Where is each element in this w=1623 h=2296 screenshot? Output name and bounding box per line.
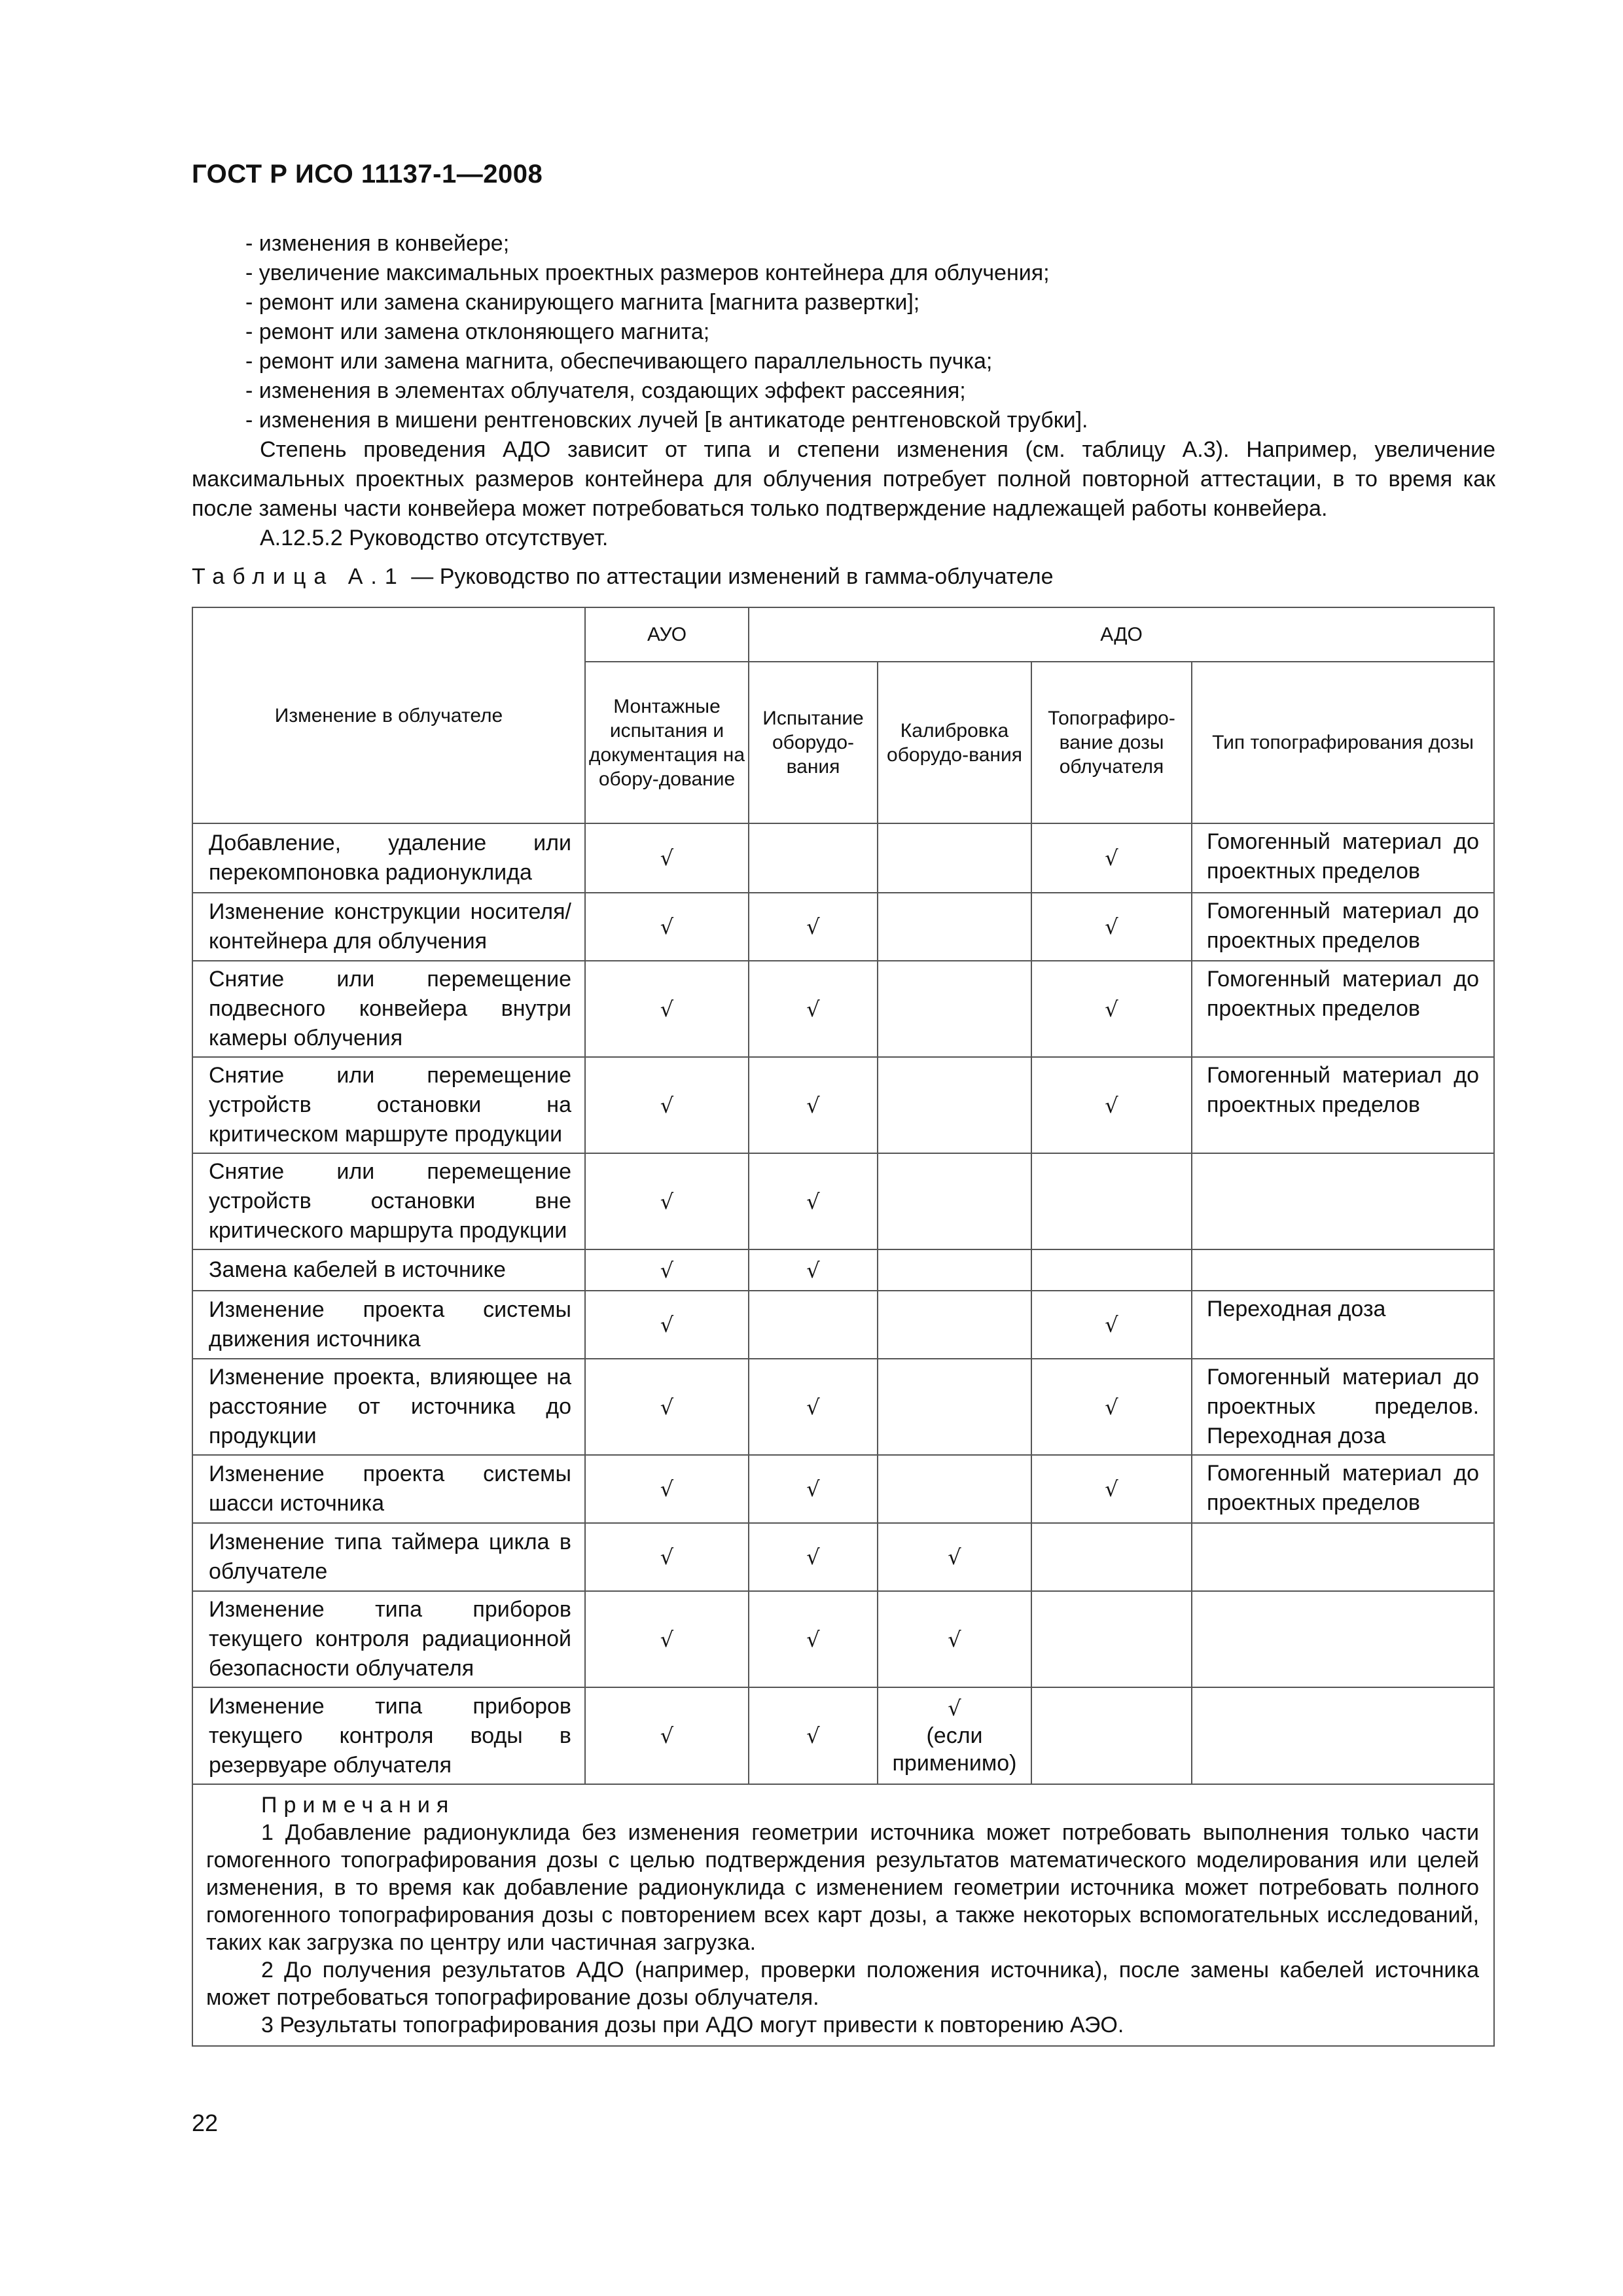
mapping-type-cell xyxy=(1192,1591,1494,1687)
check-mark xyxy=(1031,1591,1192,1687)
table-row xyxy=(192,823,1494,893)
table-row xyxy=(192,961,1494,1057)
conditional-note: (если применимо) xyxy=(892,1723,1017,1776)
header-ayo: АУО xyxy=(585,607,749,662)
check-mark: √ xyxy=(749,1359,878,1455)
check-mark xyxy=(1031,1523,1192,1591)
row-label: Изменение типа приборов текущего контроля воды в резервуаре облучателя xyxy=(192,1687,585,1784)
check-mark: √ xyxy=(585,1591,749,1687)
list-item: - изменения в конвейере; xyxy=(245,231,510,256)
change-qualification-table xyxy=(192,607,1495,2047)
check-mark: √ xyxy=(585,823,749,893)
check-mark: √ xyxy=(749,1687,878,1784)
list-item: - ремонт или замена магнита, обеспечивающего параллельность пучка; xyxy=(245,349,993,374)
row-label: Изменение типа приборов текущего контроля радиационной безопасности облучателя xyxy=(192,1591,585,1687)
check-mark: √ xyxy=(585,1153,749,1249)
header-change: Изменение в облучателе xyxy=(192,607,585,823)
check-mark xyxy=(878,1291,1031,1359)
check-mark: √ xyxy=(585,1455,749,1523)
table-row xyxy=(192,1291,1494,1359)
check-mark: √ xyxy=(585,893,749,961)
note-item: 3 Результаты топографирования дозы при АДО могут привести к повторению АЭО. xyxy=(261,2013,1124,2037)
check-mark: √ xyxy=(878,1591,1031,1687)
row-label: Замена кабелей в источнике xyxy=(192,1249,585,1291)
check-mark: √ xyxy=(948,1696,961,1721)
check-mark: √ xyxy=(1031,1057,1192,1153)
notes-row xyxy=(192,1784,1494,2046)
table-row xyxy=(192,1523,1494,1591)
check-mark xyxy=(878,893,1031,961)
paragraph: Степень проведения АДО зависит от типа и степени изменения (см. таблицу А.3). Например, увеличение максимальных проектных размеров контейнера для облучения потребует полной повторной аттестации, в то время как после замены части конвейера может потребоваться только подтверждение надлежащей работы конвейера. xyxy=(192,437,1495,521)
check-mark: √ xyxy=(749,961,878,1057)
check-mark: √ xyxy=(749,1249,878,1291)
check-mark: √ xyxy=(585,1359,749,1455)
list-item: - увеличение максимальных проектных размеров контейнера для облучения; xyxy=(245,260,1050,285)
row-label: Изменение проекта системы шасси источника xyxy=(192,1455,585,1523)
header-ado: АДО xyxy=(749,607,1494,662)
check-mark: √ xyxy=(749,893,878,961)
header-calibration: Калибровка оборудо-вания xyxy=(878,662,1031,823)
row-label: Изменение типа таймера цикла в облучателе xyxy=(192,1523,585,1591)
row-label: Снятие или перемещение устройств остановки на критическом маршруте продукции xyxy=(192,1057,585,1153)
check-mark: √ xyxy=(1031,1359,1192,1455)
check-mark xyxy=(1031,1249,1192,1291)
check-mark: √ xyxy=(749,1455,878,1523)
check-mark xyxy=(878,1359,1031,1455)
table-row xyxy=(192,1057,1494,1153)
page-number: 22 xyxy=(192,2109,219,2136)
check-mark: √ xyxy=(749,1523,878,1591)
check-mark xyxy=(1031,1153,1192,1249)
mapping-type-cell xyxy=(1192,1249,1494,1291)
check-mark: √ xyxy=(749,1153,878,1249)
check-mark: √ xyxy=(1031,1455,1192,1523)
check-mark: √ xyxy=(749,1057,878,1153)
mapping-type-cell: Переходная доза xyxy=(1192,1291,1494,1359)
subclause: А.12.5.2 Руководство отсутствует. xyxy=(260,526,609,550)
check-mark: √ xyxy=(585,1687,749,1784)
header-installation: Монтажные испытания и документация на обору-дование xyxy=(585,662,749,823)
check-mark: √ xyxy=(1031,1291,1192,1359)
check-mark xyxy=(749,1291,878,1359)
check-mark xyxy=(1031,1687,1192,1784)
list-item: - ремонт или замена сканирующего магнита [магнита развертки]; xyxy=(245,290,920,315)
row-label: Снятие или перемещение устройств остановки вне критического маршрута продукции xyxy=(192,1153,585,1249)
row-label: Добавление, удаление или перекомпоновка радионуклида xyxy=(192,823,585,893)
list-item: - изменения в элементах облучателя, создающих эффект рассеяния; xyxy=(245,378,966,403)
row-label: Изменение конструкции носителя/контейнера для облучения xyxy=(192,893,585,961)
table-row xyxy=(192,1359,1494,1455)
mapping-type-cell xyxy=(1192,1523,1494,1591)
check-mark xyxy=(878,1057,1031,1153)
table-row xyxy=(192,1591,1494,1687)
check-mark xyxy=(878,1249,1031,1291)
mapping-type-cell xyxy=(1192,1687,1494,1784)
table-row xyxy=(192,893,1494,961)
table-row xyxy=(192,1249,1494,1291)
check-mark xyxy=(878,1153,1031,1249)
header-testing: Испытание оборудо-вания xyxy=(749,662,878,823)
table-caption-label: Таблица А.1 xyxy=(192,564,405,589)
check-mark: √ xyxy=(749,1591,878,1687)
mapping-type-cell: Гомогенный материал до проектных пределов xyxy=(1192,893,1494,961)
row-label: Изменение проекта системы движения источника xyxy=(192,1291,585,1359)
list-item: - ремонт или замена отклоняющего магнита; xyxy=(245,319,710,344)
list-item: - изменения в мишени рентгеновских лучей [в антикатоде рентгеновской трубки]. xyxy=(245,408,1088,433)
check-mark xyxy=(878,961,1031,1057)
header-mapping-type: Тип топографирования дозы xyxy=(1192,662,1494,823)
table-caption-text: — Руководство по аттестации изменений в гамма-облучателе xyxy=(404,564,1054,589)
mapping-type-cell: Гомогенный материал до проектных пределов xyxy=(1192,1455,1494,1523)
check-mark: √ xyxy=(1031,823,1192,893)
table-row xyxy=(192,1687,1494,1784)
note-item: 2 До получения результатов АДО (например, проверки положения источника), после замены кабелей источника может потребоваться топографирование дозы облучателя. xyxy=(206,1958,1480,2010)
check-mark: √ xyxy=(585,1057,749,1153)
mapping-type-cell: Гомогенный материал до проектных пределов xyxy=(1192,823,1494,893)
row-label: Снятие или перемещение подвесного конвейера внутри камеры облучения xyxy=(192,961,585,1057)
row-label: Изменение проекта, влияющее на расстояние от источника до продукции xyxy=(192,1359,585,1455)
check-mark: √ xyxy=(585,1249,749,1291)
notes-cell xyxy=(192,1784,1494,2046)
table-row xyxy=(192,1153,1494,1249)
mapping-type-cell: Гомогенный материал до проектных пределов xyxy=(1192,961,1494,1057)
check-mark: √ xyxy=(585,1523,749,1591)
mapping-type-cell xyxy=(1192,1153,1494,1249)
check-mark xyxy=(749,823,878,893)
check-mark: √ xyxy=(585,1291,749,1359)
note-item: 1 Добавление радионуклида без изменения геометрии источника может потребовать выполнения только части гомогенного топографирования дозы с целью подтверждения результатов математического моделирования или целей изменения, в то время как добавление радионуклида с изменением геометрии источника может потребовать полного гомогенного топографирования дозы с повторением всех карт дозы, а также некоторых вспомогательных исследований, таких как загрузка по центру или частичная загрузка. xyxy=(206,1820,1480,1955)
notes-title: Примечания xyxy=(261,1793,455,1818)
check-mark: √ xyxy=(585,961,749,1057)
check-mark: √ xyxy=(1031,961,1192,1057)
calibration-cell xyxy=(878,1687,1031,1784)
body-text xyxy=(192,229,1495,553)
mapping-type-cell: Гомогенный материал до проектных пределов xyxy=(1192,1057,1494,1153)
mapping-type-cell: Гомогенный материал до проектных пределов. Переходная доза xyxy=(1192,1359,1494,1455)
check-mark: √ xyxy=(1031,893,1192,961)
check-mark xyxy=(878,823,1031,893)
check-mark: √ xyxy=(878,1523,1031,1591)
header-mapping: Топографиро-вание дозы облучателя xyxy=(1031,662,1192,823)
table-row xyxy=(192,1455,1494,1523)
page-header: ГОСТ Р ИСО 11137-1—2008 xyxy=(192,160,543,188)
check-mark xyxy=(878,1455,1031,1523)
table-caption xyxy=(192,564,1054,590)
